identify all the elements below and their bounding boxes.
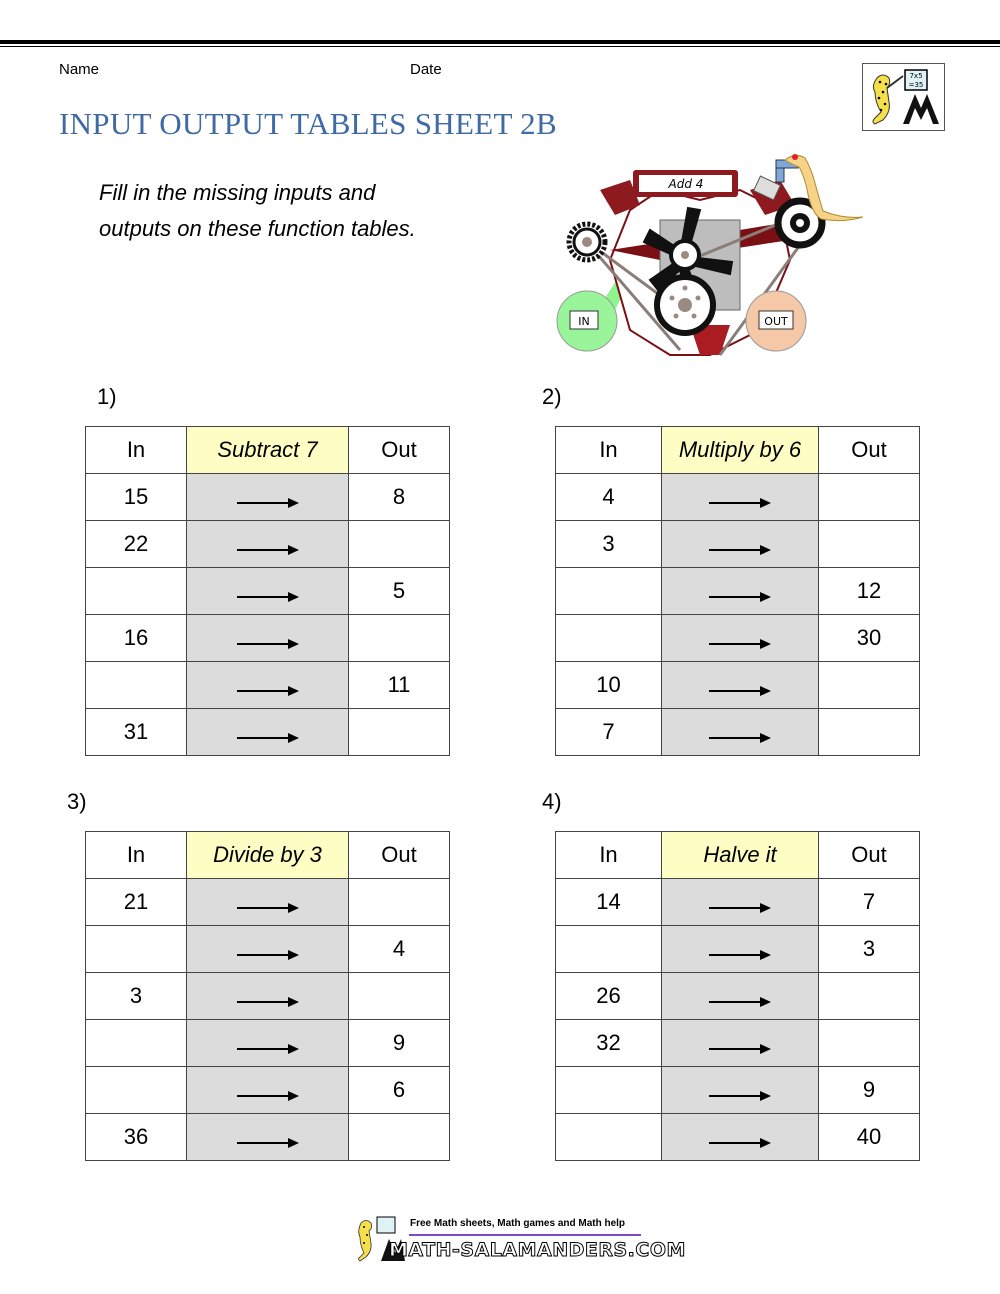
input-cell[interactable]: 21 (86, 879, 187, 926)
output-cell[interactable]: 40 (819, 1114, 920, 1161)
output-cell[interactable]: 30 (819, 615, 920, 662)
header-in: In (86, 832, 187, 879)
input-cell[interactable] (86, 1020, 187, 1067)
table-row (86, 1020, 450, 1067)
input-cell[interactable]: 36 (86, 1114, 187, 1161)
output-cell[interactable]: 11 (349, 662, 450, 709)
table-row (556, 709, 920, 756)
arrow-right-icon (237, 639, 299, 649)
output-cell[interactable] (819, 662, 920, 709)
arrow-right-icon (709, 1091, 771, 1101)
output-cell[interactable] (819, 521, 920, 568)
output-cell[interactable]: 4 (349, 926, 450, 973)
input-cell[interactable] (556, 568, 662, 615)
output-cell[interactable] (349, 615, 450, 662)
header-in: In (86, 427, 187, 474)
arrow-right-icon (709, 997, 771, 1007)
function-table-1 (85, 426, 450, 756)
header-out: Out (349, 832, 450, 879)
arrow-right-icon (237, 950, 299, 960)
input-cell[interactable]: 14 (556, 879, 662, 926)
output-cell[interactable]: 3 (819, 926, 920, 973)
salamander-teacher-icon (863, 64, 944, 130)
output-cell[interactable]: 6 (349, 1067, 450, 1114)
name-label: Name (59, 61, 100, 78)
input-cell[interactable] (86, 662, 187, 709)
question-4-number: 4) (542, 789, 562, 814)
output-cell[interactable] (819, 1020, 920, 1067)
table-row (86, 879, 450, 926)
output-cell[interactable]: 5 (349, 568, 450, 615)
arrow-right-icon (709, 903, 771, 913)
arrow-right-icon (709, 498, 771, 508)
table-row (556, 1114, 920, 1161)
top-rule-thin (0, 46, 1000, 47)
table-row (556, 1020, 920, 1067)
instructions (99, 175, 479, 247)
header-rule: Halve it (662, 832, 819, 879)
function-table-3 (85, 831, 450, 1161)
input-cell[interactable]: 15 (86, 474, 187, 521)
input-cell[interactable]: 26 (556, 973, 662, 1020)
arrow-right-icon (709, 639, 771, 649)
table-row (556, 521, 920, 568)
output-cell[interactable]: 8 (349, 474, 450, 521)
table-row (556, 568, 920, 615)
header-out: Out (349, 427, 450, 474)
table-row (86, 662, 450, 709)
arrow-right-icon (709, 950, 771, 960)
top-rule (0, 40, 1000, 44)
salamander-logo (862, 63, 945, 131)
output-cell[interactable] (349, 879, 450, 926)
arrow-right-icon (237, 997, 299, 1007)
table-row (86, 709, 450, 756)
arrow-right-icon (237, 733, 299, 743)
table-row (556, 615, 920, 662)
output-cell[interactable]: 9 (819, 1067, 920, 1114)
arrow-right-icon (709, 1138, 771, 1148)
table-row (86, 926, 450, 973)
table-row (556, 1067, 920, 1114)
input-cell[interactable]: 32 (556, 1020, 662, 1067)
header-rule: Subtract 7 (187, 427, 349, 474)
footer-tagline: Free Math sheets, Math games and Math help (410, 1218, 626, 1229)
header-in: In (556, 427, 662, 474)
table-row (556, 474, 920, 521)
header-rule: Divide by 3 (187, 832, 349, 879)
arrow-right-icon (237, 686, 299, 696)
input-cell[interactable]: 3 (556, 521, 662, 568)
output-cell[interactable]: 9 (349, 1020, 450, 1067)
question-2-number: 2) (542, 384, 562, 409)
table-row (86, 615, 450, 662)
output-cell[interactable]: 12 (819, 568, 920, 615)
arrow-right-icon (709, 733, 771, 743)
svg-text:OUT: OUT (764, 315, 788, 328)
input-cell[interactable]: 31 (86, 709, 187, 756)
instructions-line-2: outputs on these function tables. (99, 216, 416, 241)
table-header-row (556, 832, 920, 879)
input-cell[interactable]: 16 (86, 615, 187, 662)
svg-text:=35: =35 (908, 81, 924, 89)
table-row (556, 879, 920, 926)
function-table-4 (555, 831, 920, 1161)
table-row (86, 521, 450, 568)
question-1-number: 1) (97, 384, 117, 409)
table-row (556, 662, 920, 709)
input-cell[interactable] (556, 615, 662, 662)
table-row (556, 973, 920, 1020)
input-cell[interactable] (86, 568, 187, 615)
arrow-right-icon (237, 1044, 299, 1054)
input-cell[interactable] (86, 1067, 187, 1114)
input-cell[interactable] (556, 1114, 662, 1161)
table-row (556, 926, 920, 973)
input-cell[interactable]: 10 (556, 662, 662, 709)
footer-site-name[interactable]: MATH-SALAMANDERS.COM (389, 1239, 686, 1261)
function-table-2 (555, 426, 920, 756)
arrow-right-icon (709, 545, 771, 555)
svg-text:7x5: 7x5 (909, 72, 923, 80)
function-machine-illustration (540, 150, 900, 360)
arrow-right-icon (237, 545, 299, 555)
output-cell[interactable] (349, 973, 450, 1020)
arrow-right-icon (237, 1091, 299, 1101)
input-cell[interactable]: 3 (86, 973, 187, 1020)
table-row (86, 568, 450, 615)
footer-divider (409, 1234, 641, 1236)
output-cell[interactable] (349, 521, 450, 568)
input-cell[interactable] (556, 926, 662, 973)
arrow-right-icon (237, 592, 299, 602)
arrow-right-icon (237, 1138, 299, 1148)
table-row (86, 474, 450, 521)
table-row (86, 973, 450, 1020)
output-cell[interactable] (819, 709, 920, 756)
svg-text:Add 4: Add 4 (668, 177, 704, 191)
input-cell[interactable] (86, 926, 187, 973)
svg-text:IN: IN (578, 315, 590, 328)
header-out: Out (819, 427, 920, 474)
table-header-row (556, 427, 920, 474)
input-cell[interactable]: 22 (86, 521, 187, 568)
output-cell[interactable] (819, 973, 920, 1020)
arrow-right-icon (709, 592, 771, 602)
table-row (86, 1067, 450, 1114)
table-header-row (86, 427, 450, 474)
arrow-right-icon (237, 498, 299, 508)
arrow-right-icon (709, 1044, 771, 1054)
header-out: Out (819, 832, 920, 879)
question-3-number: 3) (67, 789, 87, 814)
output-cell[interactable] (349, 1114, 450, 1161)
output-cell[interactable] (349, 709, 450, 756)
instructions-line-1: Fill in the missing inputs and (99, 180, 376, 205)
input-cell[interactable]: 7 (556, 709, 662, 756)
date-label: Date (410, 61, 442, 78)
output-cell[interactable]: 7 (819, 879, 920, 926)
footer-logo[interactable] (355, 1215, 686, 1265)
input-cell[interactable] (556, 1067, 662, 1114)
arrow-right-icon (237, 903, 299, 913)
header-rule: Multiply by 6 (662, 427, 819, 474)
arrow-right-icon (709, 686, 771, 696)
header-in: In (556, 832, 662, 879)
output-cell[interactable] (819, 474, 920, 521)
engine-icon (540, 150, 900, 360)
page-title: INPUT OUTPUT TABLES SHEET 2B (59, 106, 557, 141)
input-cell[interactable]: 4 (556, 474, 662, 521)
table-header-row (86, 832, 450, 879)
table-row (86, 1114, 450, 1161)
